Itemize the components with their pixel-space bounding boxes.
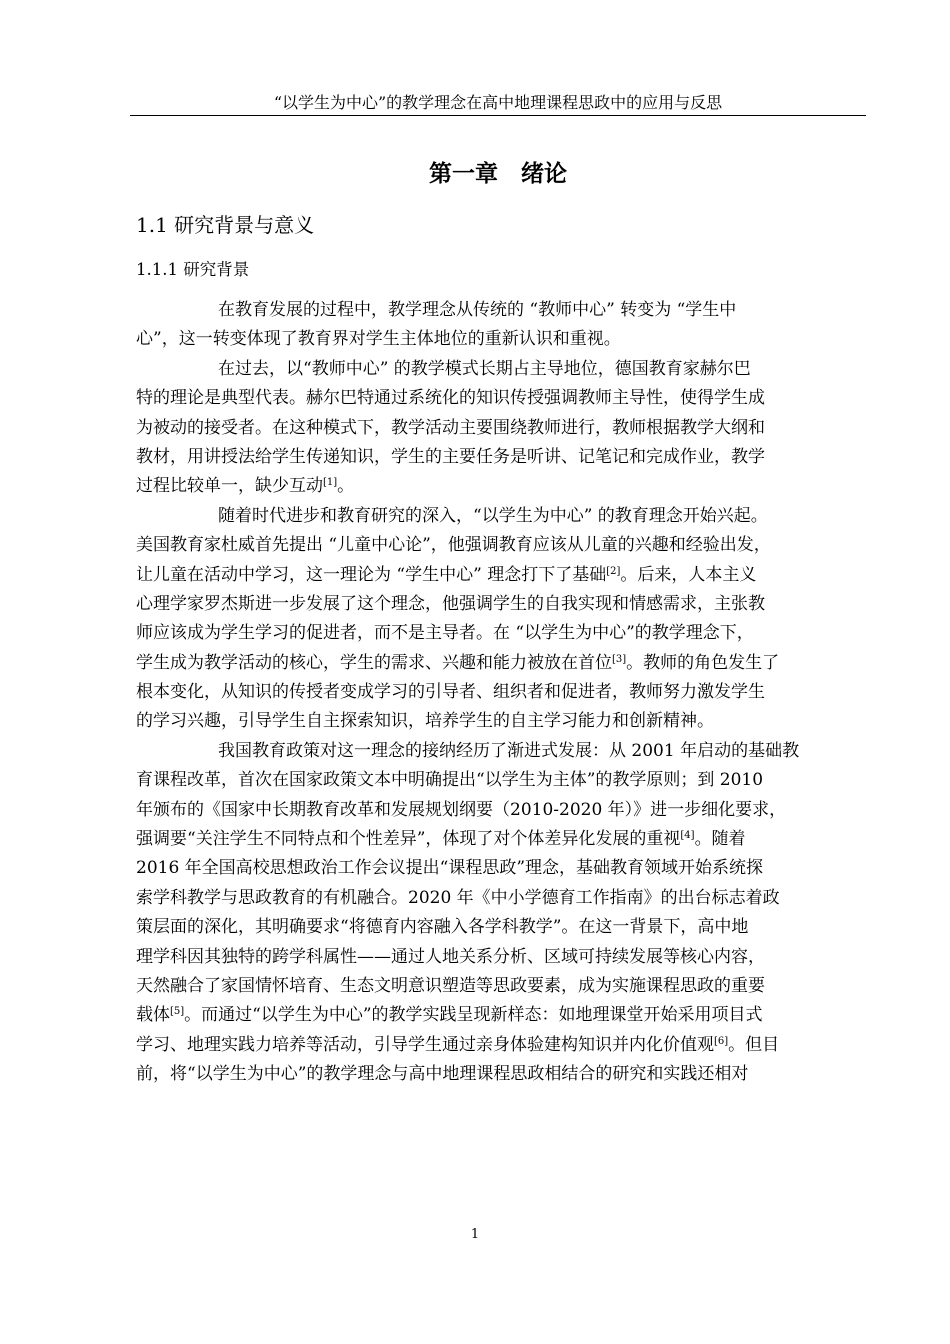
paragraph-2-line-1: 在过去，以“教师中心” 的教学模式长期占主导地位，德国教育家赫尔巴: [218, 358, 751, 379]
paragraph-2-line-3: 为被动的接受者。在这种模式下，教学活动主要围绕教师进行，教师根据教学大纲和: [136, 417, 765, 438]
paragraph-2-line-4: 教材，用讲授法给学生传递知识，学生的主要任务是听讲、记笔记和完成作业，教学: [136, 446, 765, 467]
paragraph-4-line-3: 年颁布的《国家中长期教育改革和发展规划纲要（2010-2020 年）》进一步细化要求，: [136, 799, 787, 820]
paragraph-1-line-2: 心”，这一转变体现了教育界对学生主体地位的重新认识和重视。: [136, 329, 621, 350]
running-header: “以学生为中心”的教学理念在高中地理课程思政中的应用与反思: [273, 93, 723, 112]
paragraph-2-tail: 。: [337, 476, 355, 497]
page-number: 1: [470, 1227, 480, 1242]
paragraph-3-line-3: [136, 561, 860, 590]
paragraph-4-line-10: [136, 1001, 860, 1030]
paragraph-3-line-6: [136, 649, 860, 678]
citation-6: [6]: [714, 1035, 729, 1047]
subsection-title: 1.1.1 研究背景: [136, 260, 250, 279]
paragraph-2-line-5: [136, 472, 860, 501]
paragraph-3-line-8: 的学习兴趣，引导学生自主探索知识，培养学生的自主学习能力和创新精神。: [136, 711, 714, 732]
paragraph-3-line-5: 师应该成为学生学习的促进者，而不是主导者。在 “以学生为中心”的教学理念下，: [136, 623, 754, 644]
paragraph-4-line-2: 育课程改革，首次在国家政策文本中明确提出“以学生为主体”的教学原则；到 2010: [136, 770, 764, 791]
paragraph-3-line-1: 随着时代进步和教育研究的深入，“以学生为中心” 的教育理念开始兴起。: [218, 505, 768, 526]
paragraph-4-line-9: 天然融合了家国情怀培育、生态文明意识塑造等思政要素，成为实施课程思政的重要: [136, 975, 765, 996]
citation-2: [2]: [606, 565, 621, 577]
paragraph-4-line-11-text: 学习、地理实践力培养等活动，引导学生通过亲身体验建构知识并内化价值观: [136, 1034, 714, 1055]
paragraph-3-line-4: 心理学家罗杰斯进一步发展了这个理念，他强调学生的自我实现和情感需求，主张教: [136, 593, 765, 614]
paragraph-3-line-6-text: 学生成为教学活动的核心，学生的需求、兴趣和能力被放在首位: [136, 652, 612, 673]
paragraph-4-line-11: [136, 1031, 860, 1060]
paragraph-3-line-3-tail: 。后来，人本主义: [620, 564, 757, 585]
paragraph-4-line-10-text: 载体: [136, 1005, 170, 1026]
paragraph-3-line-3-text: 让儿童在活动中学习，这一理论为 “学生中心” 理念打下了基础: [136, 564, 607, 585]
chapter-title: 第一章 绪论: [429, 161, 567, 187]
paragraph-4-line-1: 我国教育政策对这一理念的接纳经历了渐进式发展：从 2001 年启动的基础教: [218, 740, 800, 761]
header-rule: [130, 115, 866, 116]
paragraph-4-line-8: 理学科因其独特的跨学科属性——通过人地关系分析、区域可持续发展等核心内容，: [136, 946, 765, 967]
paragraph-4-line-10-tail: 。而通过“以学生为中心”的教学实践呈现新样态：如地理课堂开始采用项目式: [184, 1005, 763, 1026]
paragraph-1-line-1: 在教育发展的过程中，教学理念从传统的 “教师中心” 转变为 “学生中: [218, 300, 737, 320]
paragraph-4-line-7: 策层面的深化，其明确要求“将德育内容融入各学科教学”。在这一背景下，高中地: [136, 917, 749, 938]
paragraph-4-line-4-tail: 。随着: [694, 829, 746, 850]
paragraph-4-line-11-tail: 。但目: [728, 1034, 780, 1055]
body-text: [136, 296, 860, 1090]
citation-1: [1]: [323, 477, 338, 489]
paragraph-2-line-5-text: 过程比较单一，缺少互动: [136, 476, 323, 497]
paragraph-3-line-6-tail: 。教师的角色发生了: [626, 652, 780, 673]
citation-5: [5]: [170, 1006, 185, 1018]
citation-3: [3]: [612, 653, 627, 665]
paragraph-4-line-4-text: 强调要“关注学生不同特点和个性差异”，体现了对个体差异化发展的重视: [136, 829, 681, 850]
paragraph-3-line-7: 根本变化，从知识的传授者变成学习的引导者、组织者和促进者，教师努力激发学生: [136, 682, 765, 703]
citation-4: [4]: [680, 830, 695, 842]
paragraph-4-line-6: 索学科教学与思政教育的有机融合。2020 年《中小学德育工作指南》的出台标志着政: [136, 887, 780, 908]
paragraph-4-line-4: [136, 825, 860, 854]
paragraph-2-line-2: 特的理论是典型代表。赫尔巴特通过系统化的知识传授强调教师主导性，使得学生成: [136, 388, 765, 409]
section-title: 1.1 研究背景与意义: [136, 213, 315, 237]
paragraph-4-line-12: 前，将“以学生为中心”的教学理念与高中地理课程思政相结合的研究和实践还相对: [136, 1064, 749, 1085]
paragraph-4-line-5: 2016 年全国高校思想政治工作会议提出“课程思政”理念，基础教育领域开始系统探: [136, 858, 764, 879]
paragraph-3-line-2: 美国教育家杜威首先提出 “儿童中心论”，他强调教育应该从儿童的兴趣和经验出发，: [136, 535, 771, 556]
